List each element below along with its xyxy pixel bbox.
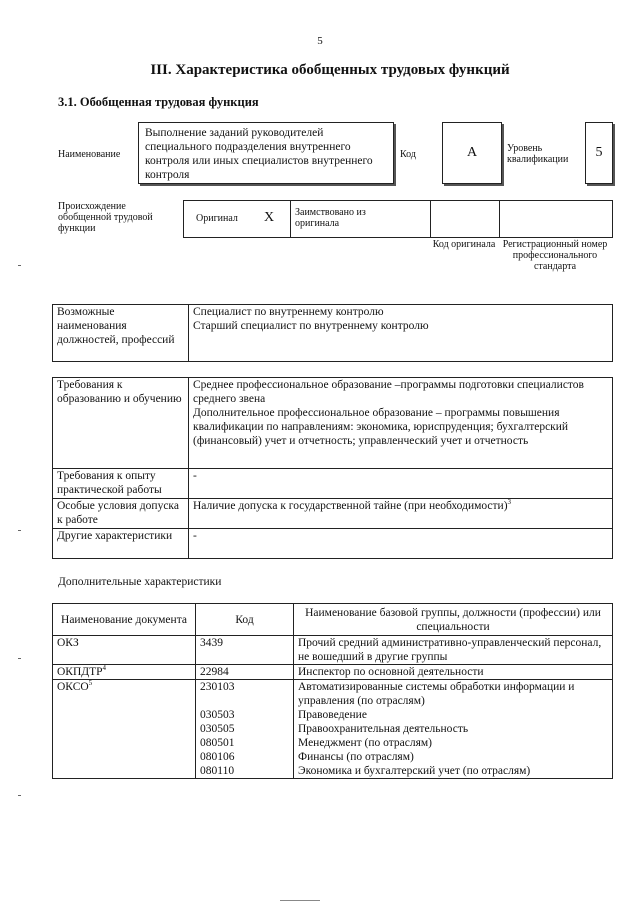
additional-table xyxy=(52,603,613,779)
original-label: Оригинал xyxy=(196,213,238,224)
requirement-row xyxy=(53,469,613,499)
requirement-row xyxy=(53,499,613,529)
origin-divider-2 xyxy=(430,201,431,237)
origin-divider-1 xyxy=(290,201,291,237)
okso-code: 080501 xyxy=(200,737,235,749)
okso-name: Правоведение xyxy=(298,709,367,721)
borrowed-label: Заимствовано из оригинала xyxy=(295,207,366,229)
positions-values xyxy=(189,305,613,362)
level-value-box xyxy=(585,122,613,184)
origin-divider-3 xyxy=(499,201,500,237)
original-mark: Х xyxy=(264,210,275,225)
requirement-line: Среднее профессиональное образование –программы подготовки специалистов среднего звена xyxy=(193,379,584,405)
section-title: III. Характеристика обобщенных трудовых функций xyxy=(150,62,510,78)
scan-mark xyxy=(18,658,21,659)
additional-header-row xyxy=(53,604,613,636)
function-name-box xyxy=(138,122,394,184)
header-name: Наименование базовой группы, должности (профессии) или специальности xyxy=(294,604,613,636)
name-cell: Прочий средний административно-управленческий персонал, не вошедший в другие группы xyxy=(294,636,613,665)
requirement-value: - xyxy=(189,469,613,499)
reg-number-label: Регистрационный номер профессионального стандарта xyxy=(502,239,608,272)
requirements-table xyxy=(52,377,613,559)
doc-cell: ОКЗ xyxy=(53,636,196,665)
function-name-value: Выполнение заданий руководителей специального подразделения внутреннего контроля или иных специалистов внутреннего контроля xyxy=(145,127,373,181)
code-original-label: Код оригинала xyxy=(432,239,496,250)
okso-code: 080106 xyxy=(200,751,235,763)
scan-mark xyxy=(18,795,21,796)
requirement-value: Наличие допуска к государственной тайне (при необходимости)$^3$ xyxy=(189,499,613,529)
position-item: Специалист по внутреннему контролю xyxy=(193,306,384,318)
okso-name: Финансы (по отраслям) xyxy=(298,751,414,763)
origin-row xyxy=(183,200,613,238)
name-cell xyxy=(294,680,613,779)
requirement-row xyxy=(53,378,613,469)
okso-code: 080110 xyxy=(200,765,235,777)
footnote-mark: 3 xyxy=(507,498,512,507)
okso-code: 030503 xyxy=(200,709,235,721)
okso-name: Экономика и бухгалтерский учет (по отраслям) xyxy=(298,765,531,777)
code-cell: 22984 xyxy=(196,665,294,680)
okso-name: Правоохранительная деятельность xyxy=(298,723,469,735)
requirement-value: - xyxy=(189,529,613,559)
scan-mark xyxy=(18,530,21,531)
okso-code: 030505 xyxy=(200,723,235,735)
code-value: А xyxy=(466,145,478,160)
additional-row-okso xyxy=(53,680,613,779)
level-value: 5 xyxy=(595,145,603,160)
code-cell: 3439 xyxy=(196,636,294,665)
requirement-label: Особые условия допуска к работе xyxy=(53,499,189,529)
name-label: Наименование xyxy=(58,149,121,160)
code-value-box xyxy=(442,122,502,184)
subsection-title: 3.1. Обобщенная трудовая функция xyxy=(58,95,259,109)
doc-cell: ОКСО$^5$ xyxy=(53,680,196,779)
position-item: Старший специалист по внутреннему контролю xyxy=(193,320,429,332)
code-label: Код xyxy=(400,149,416,160)
requirement-line: Дополнительное профессиональное образование – программы повышения квалификации по направлениям: экономика, юриспруденция; бухгалтерский (финансовый) учет и отчетность; управленческий учет и отчетность xyxy=(193,407,569,447)
okso-code: 230103 xyxy=(200,681,235,693)
header-doc: Наименование документа xyxy=(53,604,196,636)
header-code: Код xyxy=(196,604,294,636)
requirement-label: Требования к образованию и обучению xyxy=(53,378,189,469)
page-number: 5 xyxy=(317,35,323,47)
requirement-value xyxy=(189,378,613,469)
name-cell: Инспектор по основной деятельности xyxy=(294,665,613,680)
code-cell xyxy=(196,680,294,779)
requirement-row xyxy=(53,529,613,559)
doc-cell: ОКПДТР$^4$ xyxy=(53,665,196,680)
positions-label: Возможные наименования должностей, профессий xyxy=(53,305,189,362)
positions-row xyxy=(53,305,613,362)
level-label: Уровень квалификации xyxy=(507,143,569,165)
footnote-mark: 5 xyxy=(88,679,93,688)
requirement-label: Другие характеристики xyxy=(53,529,189,559)
requirement-label: Требования к опыту практической работы xyxy=(53,469,189,499)
footnote-mark: 4 xyxy=(102,664,107,673)
additional-row-okz xyxy=(53,636,613,665)
additional-heading: Дополнительные характеристики xyxy=(58,576,222,588)
scan-line xyxy=(280,900,320,901)
okso-name: Автоматизированные системы обработки информации и управления (по отраслям) xyxy=(298,681,575,707)
positions-table xyxy=(52,304,613,362)
okso-name: Менеджмент (по отраслям) xyxy=(298,737,432,749)
origin-label: Происхождение обобщенной трудовой функции xyxy=(58,201,153,234)
scan-mark xyxy=(18,265,21,266)
additional-row-okpdtr xyxy=(53,665,613,680)
